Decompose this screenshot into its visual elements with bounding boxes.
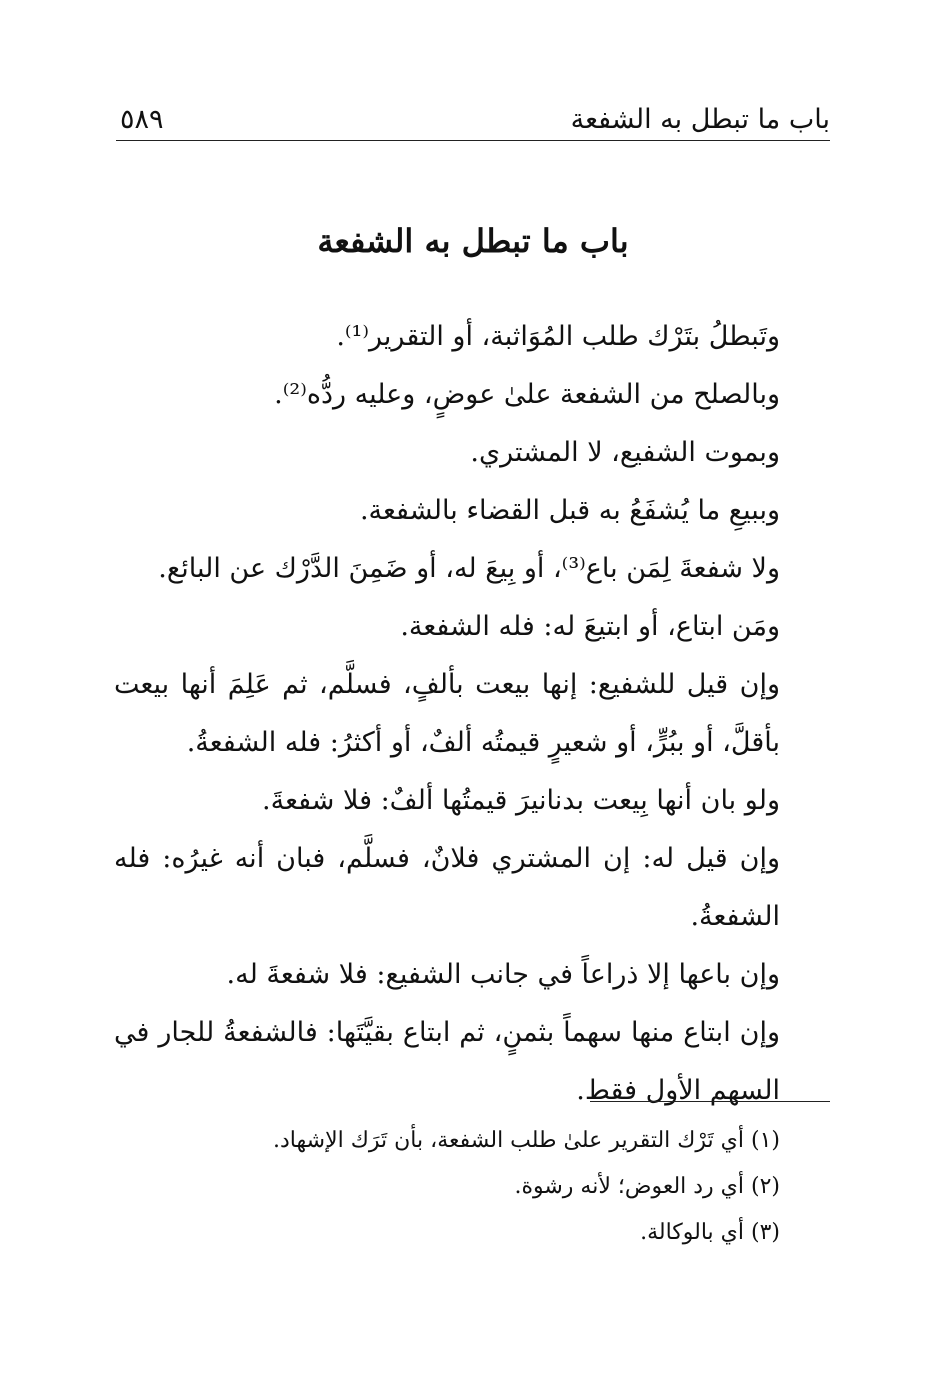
paragraph: ولا شفعةَ لِمَن باع⁽³⁾، أو بِيعَ له، أو ضَمِنَ الدَّرْك عن البائع. <box>158 553 780 584</box>
paragraph: ولو بان أنها بِيعت بدنانيرَ قيمتُها ألفٌ: فلا شفعةَ. <box>262 785 780 816</box>
page-number: ٥٨٩ <box>120 104 164 135</box>
paragraph: وبموت الشفيع، لا المشتري. <box>470 437 780 468</box>
footnote: (٣) أي بالوكالة. <box>640 1220 780 1245</box>
paragraph: وإن باعها إلا ذراعاً في جانب الشفيع: فلا شفعةَ له. <box>226 959 780 990</box>
paragraph: وإن ابتاع منها سهماً بثمنٍ، ثم ابتاع بقيَّتَها: فالشفعةُ للجار في السهم الأول فقط. <box>114 1017 780 1106</box>
paragraph: وببيعِ ما يُشفَعُ به قبل القضاء بالشفعة. <box>359 495 780 526</box>
running-header <box>116 100 830 141</box>
paragraph: وإن قيل له: إن المشتري فلانٌ، فسلَّم، فبان أنه غيرُه: فله الشفعةُ. <box>114 843 780 932</box>
chapter-title: باب ما تبطل به الشفعة <box>317 222 629 260</box>
paragraph: ومَن ابتاع، أو ابتيعَ له: فله الشفعة. <box>400 611 780 642</box>
footnote: (١) أي تَرْك التقرير علىٰ طلب الشفعة، بأن تَرَك الإشهاد. <box>273 1128 780 1153</box>
paragraph: وإن قيل للشفيع: إنها بيعت بألفٍ، فسلَّم، ثم عَلِمَ أنها بيعت بأقلَّ، أو ببُرٍّ، أو شعيرٍ قيمتُه ألفٌ، أو أكثرُ: فله الشفعةُ. <box>114 669 780 758</box>
main-text <box>114 308 832 1120</box>
footnote-divider <box>590 1101 830 1102</box>
footnote: (٢) أي رد العوض؛ لأنه رشوة. <box>514 1174 780 1199</box>
footnotes <box>116 1118 780 1256</box>
paragraph: وتَبطلُ بتَرْك طلب المُوَاثبة، أو التقرير⁽¹⁾. <box>336 321 780 352</box>
paragraph: وبالصلح من الشفعة علىٰ عوضٍ، وعليه ردُّه⁽²⁾. <box>274 379 780 410</box>
running-title: باب ما تبطل به الشفعة <box>570 104 830 135</box>
